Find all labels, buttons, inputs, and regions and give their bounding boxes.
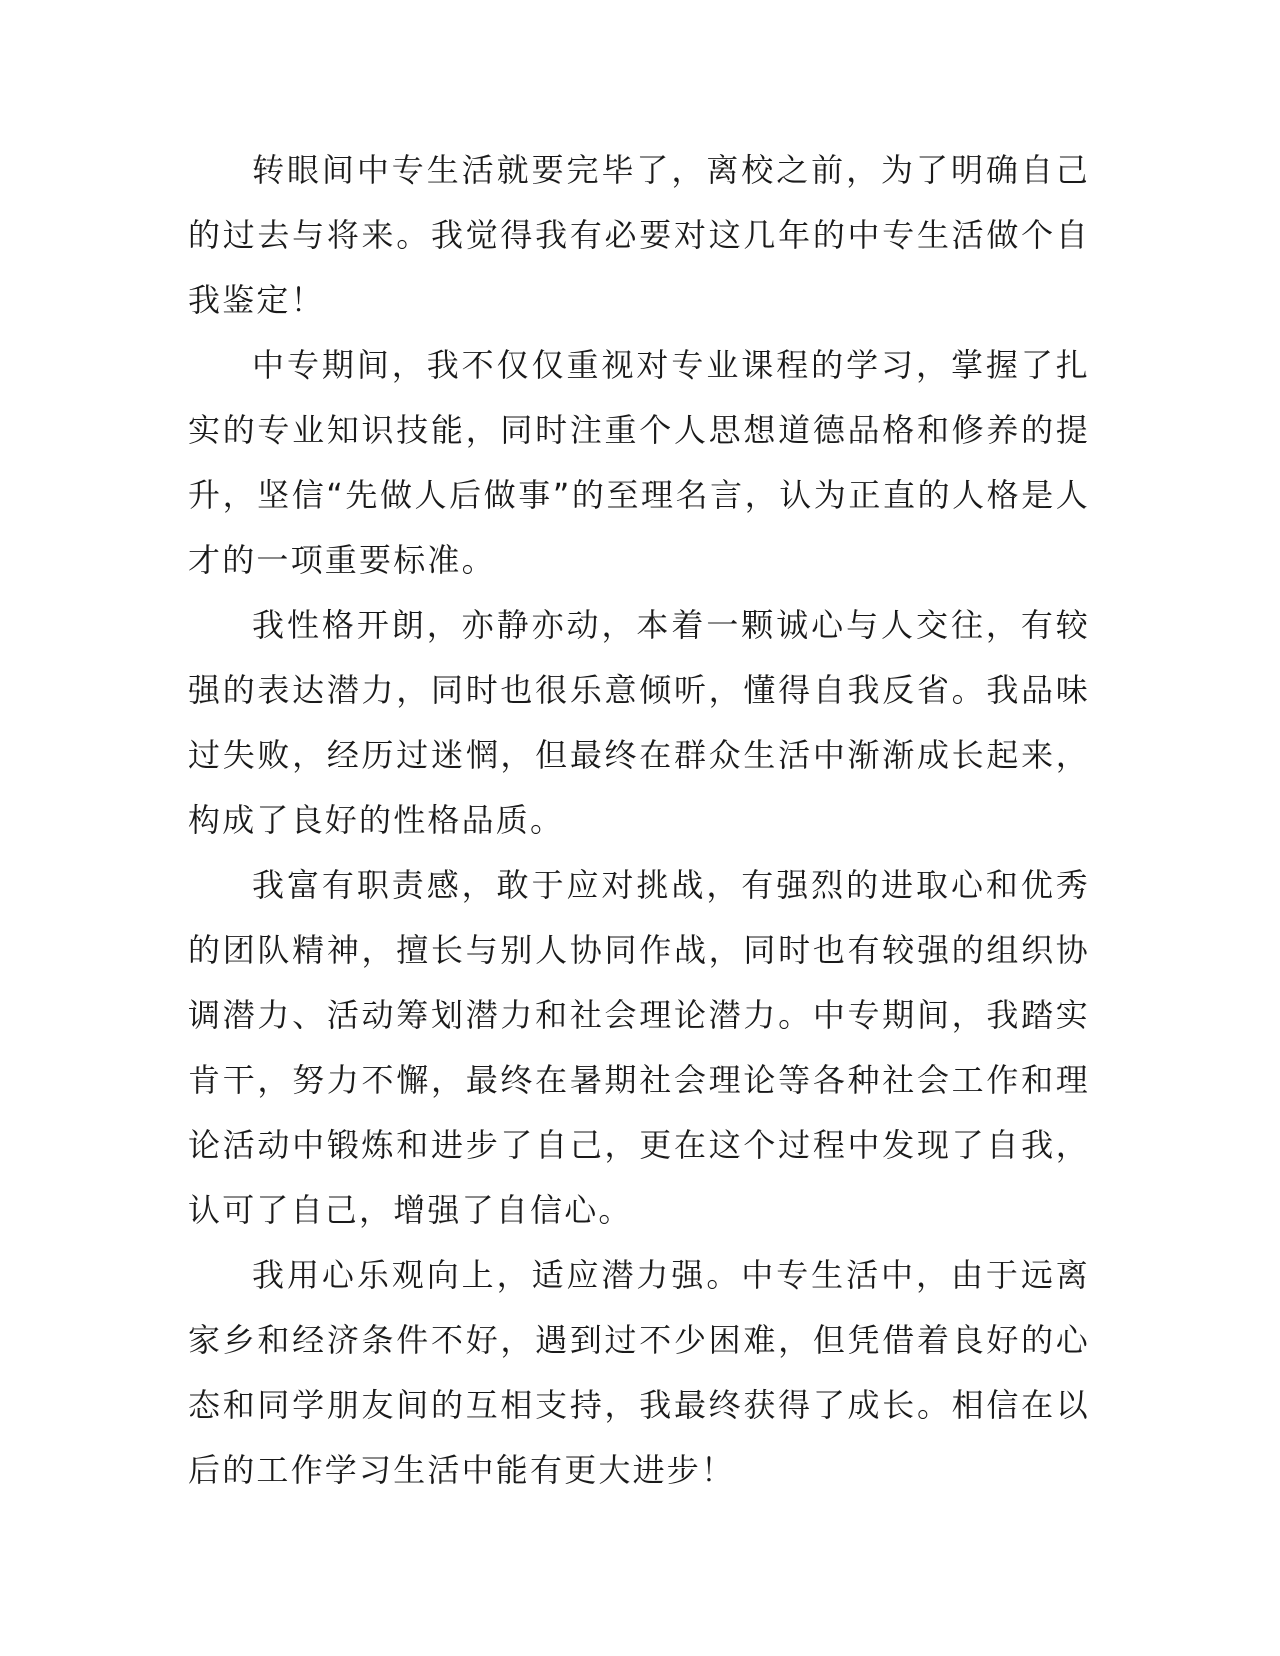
paragraph-1: 转眼间中专生活就要完毕了，离校之前，为了明确自己的过去与将来。我觉得我有必要对这几年的中专生活做个自我鉴定！ xyxy=(188,151,1090,319)
paragraph-2: 中专期间，我不仅仅重视对专业课程的学习，掌握了扎实的专业知识技能，同时注重个人思想道德品格和修养的提升，坚信“先做人后做事”的至理名言，认为正直的人格是人才的一项重要标准。 xyxy=(188,346,1090,579)
paragraph-5: 我用心乐观向上，适应潜力强。中专生活中，由于远离家乡和经济条件不好，遇到过不少困难，但凭借着良好的心态和同学朋友间的互相支持，我最终获得了成长。相信在以后的工作学习生活中能有更大进步！ xyxy=(188,1256,1090,1489)
document-body xyxy=(188,138,1090,1503)
paragraph-3: 我性格开朗，亦静亦动，本着一颗诚心与人交往，有较强的表达潜力，同时也很乐意倾听，懂得自我反省。我品味过失败，经历过迷惘，但最终在群众生活中渐渐成长起来，构成了良好的性格品质。 xyxy=(188,606,1090,839)
paragraph-4: 我富有职责感，敢于应对挑战，有强烈的进取心和优秀的团队精神，擅长与别人协同作战，同时也有较强的组织协调潜力、活动筹划潜力和社会理论潜力。中专期间，我踏实肯干，努力不懈，最终在暑期社会理论等各种社会工作和理论活动中锻炼和进步了自己，更在这个过程中发现了自我，认可了自己，增强了自信心。 xyxy=(188,866,1090,1229)
